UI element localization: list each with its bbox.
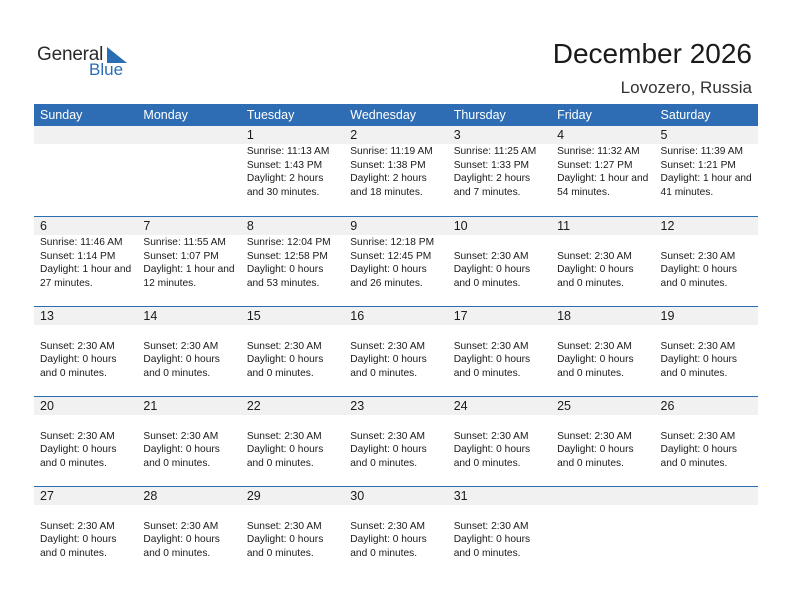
day-info-line: and 0 minutes. <box>143 367 211 379</box>
day-info-line: Daylight: 2 hours <box>453 173 531 184</box>
day-info-line: Sunset: 2:30 AM <box>143 430 219 442</box>
day-info-line <box>454 416 551 430</box>
day-info-line: and 0 minutes. <box>246 457 314 469</box>
day-cell <box>655 307 758 396</box>
day-info-line: 41 minutes. <box>660 186 714 198</box>
day-info-line: Sunset: 2:30 AM <box>660 340 736 352</box>
day-cell <box>137 397 240 486</box>
day-info-line <box>40 506 137 520</box>
day-info-line: Sunset: 2:30 AM <box>557 430 632 442</box>
day-sun-info <box>247 144 344 199</box>
day-info-line: Sunset: 2:30 AM <box>660 430 736 442</box>
day-info-line: Daylight: 0 hours <box>453 534 531 545</box>
day-info-line <box>557 416 654 430</box>
day-sun-info <box>40 235 137 290</box>
day-info-line: Sunset: 1:38 PM <box>350 159 426 171</box>
day-info-line: Daylight: 0 hours <box>660 444 737 455</box>
day-info-line: Sunset: 2:30 AM <box>143 520 219 532</box>
day-cell <box>34 126 137 216</box>
day-info-line: Sunset: 2:30 AM <box>350 430 426 442</box>
day-cell <box>551 217 654 306</box>
day-info-line: Daylight: 0 hours <box>40 444 117 455</box>
day-info-line: Daylight: 1 hour and <box>557 173 649 184</box>
day-info-line: Sunset: 2:30 AM <box>143 340 219 352</box>
day-sun-info <box>143 325 240 380</box>
day-sun-info <box>40 505 137 560</box>
day-info-line: Daylight: 0 hours <box>246 534 324 545</box>
day-cell <box>551 397 654 486</box>
day-info-line: and 0 minutes. <box>40 367 107 379</box>
day-info-line: Sunrise: 11:39 AM <box>660 146 744 157</box>
day-info-line: and 18 minutes. <box>350 186 423 198</box>
day-number: 28 <box>143 489 158 503</box>
day-info-line: and 0 minutes. <box>557 277 624 289</box>
day-number: 29 <box>246 489 261 503</box>
day-info-line: Sunset: 2:30 AM <box>40 520 115 532</box>
day-cell <box>655 217 758 306</box>
day-info-line: Sunrise: 11:13 AM <box>246 146 330 157</box>
day-info-line: Daylight: 0 hours <box>40 534 117 545</box>
week-days <box>34 126 758 216</box>
day-info-line: and 0 minutes. <box>350 457 418 469</box>
day-number: 31 <box>453 489 468 503</box>
day-info-line: Daylight: 0 hours <box>557 354 634 365</box>
day-cell <box>241 397 344 486</box>
day-cell <box>344 307 447 396</box>
day-sun-info <box>350 144 447 199</box>
day-sun-info <box>143 505 240 560</box>
day-sun-info <box>454 144 551 199</box>
day-info-line: Sunset: 2:30 AM <box>246 430 322 442</box>
day-number: 11 <box>557 219 571 233</box>
weekday-header-tuesday: Tuesday <box>246 108 295 122</box>
day-sun-info <box>40 325 137 380</box>
day-info-line: and 0 minutes. <box>453 457 521 469</box>
day-info-line: 12 minutes. <box>143 277 197 289</box>
location-subtitle: Lovozero, Russia <box>620 78 752 97</box>
day-cell <box>137 487 240 576</box>
day-number: 1 <box>246 128 254 142</box>
day-cell <box>34 397 137 486</box>
day-info-line: Sunrise: 11:46 AM <box>40 237 123 248</box>
week-days <box>34 397 758 486</box>
day-number: 8 <box>246 219 254 233</box>
calendar-week-row <box>34 306 758 396</box>
day-info-line: and 0 minutes. <box>143 547 211 559</box>
day-info-line: Sunrise: 11:25 AM <box>453 146 537 157</box>
day-number: 19 <box>660 309 675 323</box>
day-info-line: Sunset: 2:30 AM <box>350 340 426 352</box>
day-info-line: and 0 minutes. <box>453 277 521 289</box>
day-sun-info <box>350 325 447 380</box>
day-cell <box>241 217 344 306</box>
day-sun-info <box>143 144 240 145</box>
day-info-line: and 0 minutes. <box>660 457 728 469</box>
day-info-line: Daylight: 0 hours <box>660 264 737 275</box>
day-info-line <box>557 236 654 250</box>
day-sun-info <box>143 415 240 470</box>
day-sun-info <box>350 505 447 560</box>
day-sun-info <box>454 505 551 560</box>
day-info-line: and 0 minutes. <box>246 367 314 379</box>
day-cell <box>551 307 654 396</box>
day-cell <box>448 217 551 306</box>
day-info-line: Daylight: 0 hours <box>350 444 427 455</box>
day-sun-info <box>557 415 654 470</box>
day-info-line <box>557 326 654 340</box>
day-info-line: and 26 minutes. <box>350 277 423 289</box>
logo-text-general: General <box>37 44 104 65</box>
day-number: 10 <box>453 219 468 233</box>
calendar-week-row <box>34 486 758 576</box>
day-info-line <box>661 236 758 250</box>
day-cell <box>448 397 551 486</box>
day-info-line: Daylight: 0 hours <box>350 354 427 365</box>
day-info-line: and 0 minutes. <box>453 367 521 379</box>
day-info-line <box>143 506 240 520</box>
day-sun-info <box>661 235 758 290</box>
calendar-grid <box>34 104 758 576</box>
day-sun-info <box>661 325 758 380</box>
day-number: 30 <box>350 489 365 503</box>
day-info-line: and 7 minutes. <box>453 186 521 198</box>
week-days <box>34 307 758 396</box>
day-sun-info <box>143 235 240 290</box>
day-info-line: Daylight: 0 hours <box>246 354 324 365</box>
day-cell <box>344 217 447 306</box>
day-info-line: and 0 minutes. <box>40 547 107 559</box>
day-info-line: Sunset: 12:45 PM <box>350 250 432 262</box>
day-info-line <box>247 416 344 430</box>
weekday-header-sunday: Sunday <box>40 108 83 122</box>
logo-text-blue: Blue <box>89 60 124 79</box>
day-info-line: Daylight: 0 hours <box>143 534 220 545</box>
day-cell <box>655 126 758 216</box>
day-info-line: Sunset: 2:30 AM <box>557 250 632 262</box>
day-number: 27 <box>40 489 54 503</box>
day-info-line: and 0 minutes. <box>246 547 314 559</box>
day-sun-info <box>661 415 758 470</box>
day-sun-info <box>557 505 654 506</box>
day-cell <box>241 487 344 576</box>
day-number: 21 <box>143 399 158 413</box>
day-info-line: Sunset: 1:21 PM <box>660 159 736 171</box>
day-info-line: Sunset: 2:30 AM <box>453 520 529 532</box>
day-info-line: Sunset: 2:30 AM <box>246 520 322 532</box>
day-number <box>143 126 240 144</box>
day-info-line: and 0 minutes. <box>557 367 624 379</box>
day-info-line: Daylight: 0 hours <box>660 354 737 365</box>
day-sun-info <box>40 144 137 145</box>
day-info-line: and 0 minutes. <box>557 457 624 469</box>
day-sun-info <box>661 144 758 199</box>
day-info-line: Sunset: 2:30 AM <box>453 250 529 262</box>
day-sun-info <box>350 415 447 470</box>
day-cell <box>448 126 551 216</box>
day-cell <box>448 307 551 396</box>
day-info-line <box>247 326 344 340</box>
day-number: 3 <box>453 128 461 142</box>
day-info-line: Daylight: 0 hours <box>557 444 634 455</box>
day-info-line: Sunset: 2:30 AM <box>350 520 426 532</box>
day-number: 26 <box>660 399 675 413</box>
day-cell <box>34 307 137 396</box>
day-cell <box>137 217 240 306</box>
calendar-week-row <box>34 216 758 306</box>
day-sun-info <box>454 235 551 290</box>
day-info-line: Sunset: 2:30 AM <box>453 430 529 442</box>
day-info-line <box>454 326 551 340</box>
weekday-header-saturday: Saturday <box>660 108 711 122</box>
day-info-line: Sunrise: 11:32 AM <box>557 146 640 157</box>
day-cell <box>448 487 551 576</box>
day-cell <box>655 487 758 576</box>
day-sun-info <box>247 415 344 470</box>
day-info-line: Sunset: 1:07 PM <box>143 250 219 262</box>
day-sun-info <box>40 415 137 470</box>
day-info-line: Sunset: 1:33 PM <box>453 159 530 171</box>
day-info-line <box>350 506 447 520</box>
day-info-line: Daylight: 2 hours <box>246 173 324 184</box>
day-info-line: Daylight: 0 hours <box>453 354 531 365</box>
day-info-line: and 0 minutes. <box>350 367 418 379</box>
day-cell <box>344 487 447 576</box>
day-cell <box>34 217 137 306</box>
day-info-line: Daylight: 0 hours <box>453 444 531 455</box>
day-info-line: 27 minutes. <box>40 277 93 289</box>
day-cell <box>137 307 240 396</box>
day-info-line: Daylight: 1 hour and <box>143 264 235 275</box>
day-info-line: and 30 minutes. <box>246 186 320 198</box>
day-info-line: Daylight: 0 hours <box>246 444 324 455</box>
day-info-line <box>661 416 758 430</box>
day-info-line: Sunset: 2:30 AM <box>246 340 322 352</box>
day-info-line: Sunset: 2:30 AM <box>40 340 115 352</box>
day-info-line: Sunrise: 11:55 AM <box>143 237 226 248</box>
day-info-line: Sunset: 2:30 AM <box>660 250 736 262</box>
day-info-line: Sunset: 12:58 PM <box>246 250 328 262</box>
day-number: 2 <box>350 128 358 142</box>
day-sun-info <box>350 235 447 290</box>
day-info-line: Sunset: 1:43 PM <box>246 159 323 171</box>
day-info-line: and 0 minutes. <box>453 547 521 559</box>
day-number: 6 <box>40 219 47 233</box>
day-info-line <box>247 506 344 520</box>
day-cell <box>655 397 758 486</box>
day-sun-info <box>557 144 654 199</box>
day-info-line: Sunrise: 12:18 PM <box>350 237 435 248</box>
calendar-week-row <box>34 126 758 216</box>
day-info-line: 54 minutes. <box>557 186 610 198</box>
day-info-line <box>350 416 447 430</box>
day-sun-info <box>454 415 551 470</box>
day-sun-info <box>247 505 344 560</box>
day-sun-info <box>247 235 344 290</box>
logo <box>37 44 137 80</box>
day-sun-info <box>661 505 758 506</box>
day-sun-info <box>247 325 344 380</box>
day-number: 24 <box>453 399 468 413</box>
day-info-line <box>143 416 240 430</box>
day-info-line: and 0 minutes. <box>143 457 211 469</box>
week-days <box>34 487 758 576</box>
day-info-line: Daylight: 1 hour and <box>40 264 132 275</box>
day-number: 18 <box>557 309 572 323</box>
day-number: 5 <box>660 128 668 142</box>
day-info-line: and 53 minutes. <box>246 277 320 289</box>
day-sun-info <box>454 325 551 380</box>
day-number <box>40 126 137 144</box>
weekday-header-thursday: Thursday <box>453 108 506 122</box>
day-number: 13 <box>40 309 54 323</box>
weekday-header-wednesday: Wednesday <box>350 108 417 122</box>
day-info-line: Sunrise: 12:04 PM <box>246 237 331 248</box>
day-info-line: Sunset: 2:30 AM <box>557 340 632 352</box>
weekday-header-row <box>34 104 758 126</box>
day-number: 16 <box>350 309 365 323</box>
day-info-line: Sunset: 2:30 AM <box>40 430 115 442</box>
day-cell <box>34 487 137 576</box>
day-info-line: Daylight: 2 hours <box>350 173 427 184</box>
day-info-line <box>40 416 137 430</box>
day-cell <box>241 126 344 216</box>
day-number: 14 <box>143 309 158 323</box>
day-cell <box>551 126 654 216</box>
day-info-line: Sunset: 1:27 PM <box>557 159 633 171</box>
day-info-line: Daylight: 0 hours <box>350 534 427 545</box>
day-info-line: Sunset: 2:30 AM <box>453 340 529 352</box>
day-info-line <box>454 236 551 250</box>
calendar-week-row <box>34 396 758 486</box>
day-info-line: and 0 minutes. <box>40 457 107 469</box>
day-info-line <box>143 326 240 340</box>
day-cell <box>137 126 240 216</box>
day-cell <box>241 307 344 396</box>
day-number: 9 <box>350 219 358 233</box>
day-sun-info <box>557 235 654 290</box>
day-number: 22 <box>246 399 261 413</box>
day-info-line <box>350 326 447 340</box>
day-info-line: and 0 minutes. <box>660 277 728 289</box>
calendar-weeks <box>34 126 758 576</box>
day-info-line: and 0 minutes. <box>350 547 418 559</box>
week-days <box>34 217 758 306</box>
day-info-line: Daylight: 1 hour and <box>660 173 752 184</box>
day-info-line <box>40 326 137 340</box>
day-info-line: Daylight: 0 hours <box>453 264 531 275</box>
day-info-line: Daylight: 0 hours <box>143 444 220 455</box>
day-number: 12 <box>660 219 675 233</box>
day-cell <box>344 397 447 486</box>
day-number: 20 <box>40 399 54 413</box>
day-number: 15 <box>246 309 261 323</box>
day-number: 17 <box>453 309 468 323</box>
day-info-line <box>661 326 758 340</box>
day-info-line: Daylight: 0 hours <box>143 354 220 365</box>
day-info-line: Daylight: 0 hours <box>350 264 427 275</box>
day-number: 25 <box>557 399 572 413</box>
day-sun-info <box>557 325 654 380</box>
day-number: 7 <box>143 219 151 233</box>
day-info-line: Sunset: 1:14 PM <box>40 250 116 262</box>
day-info-line <box>454 506 551 520</box>
day-info-line: Daylight: 0 hours <box>40 354 117 365</box>
day-info-line: Daylight: 0 hours <box>557 264 634 275</box>
day-info-line: Daylight: 0 hours <box>246 264 324 275</box>
day-number <box>661 487 758 505</box>
day-info-line: Sunrise: 11:19 AM <box>350 146 433 157</box>
day-cell <box>344 126 447 216</box>
page-title: December 2026 <box>552 38 752 69</box>
day-cell <box>551 487 654 576</box>
day-number <box>557 487 654 505</box>
day-number: 23 <box>350 399 365 413</box>
weekday-header-monday: Monday <box>143 108 188 122</box>
weekday-header-friday: Friday <box>557 108 592 122</box>
day-number: 4 <box>557 128 565 142</box>
day-info-line: and 0 minutes. <box>660 367 728 379</box>
